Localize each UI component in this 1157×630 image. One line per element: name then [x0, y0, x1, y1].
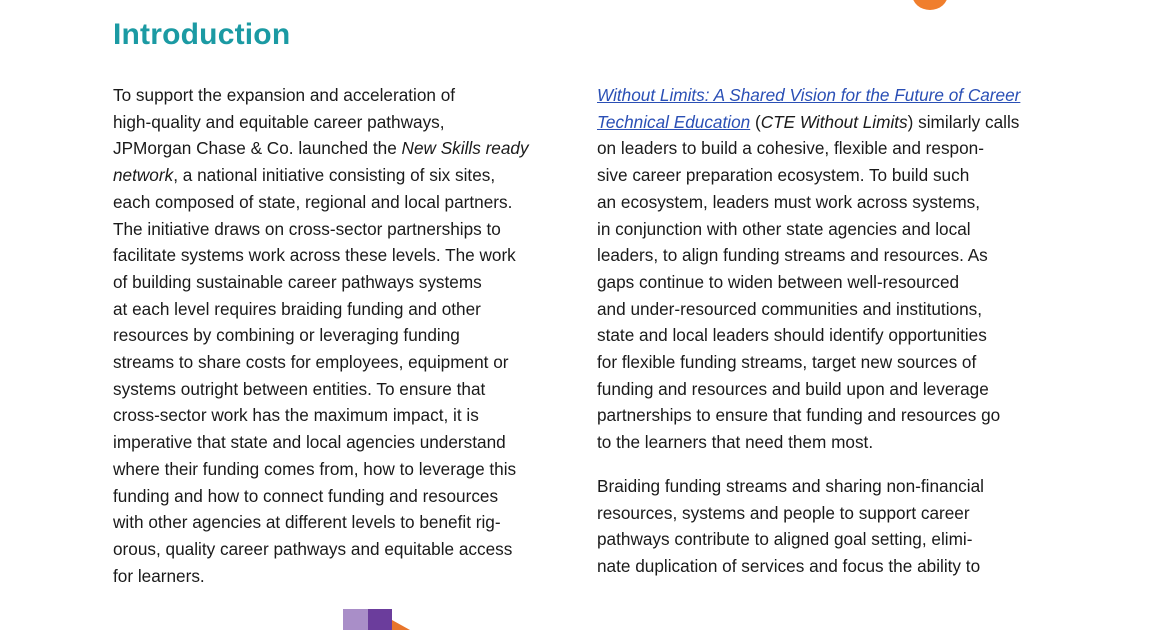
text-line: [113, 162, 553, 189]
text-line: [113, 509, 553, 536]
orange-dot-decoration: [912, 0, 948, 10]
body-text: facilitate systems work across these levels. The work: [113, 245, 516, 266]
text-line: [113, 349, 553, 376]
body-text: state and local leaders should identify opportunities: [597, 325, 987, 346]
text-line: [597, 162, 1037, 189]
body-text: funding and resources and build upon and leverage: [597, 378, 989, 399]
body-text: imperative that state and local agencies understand: [113, 432, 506, 453]
text-line: [113, 269, 553, 296]
text-line: [113, 483, 553, 510]
body-text: partnerships to ensure that funding and resources go: [597, 405, 1001, 426]
text-line: [113, 536, 553, 563]
right-column: [597, 82, 1037, 580]
text-line: [113, 296, 553, 323]
body-text: in conjunction with other state agencies and local: [597, 218, 971, 239]
body-text: high-quality and equitable career pathways,: [113, 111, 445, 132]
text-line: [597, 473, 1037, 500]
text-line: [597, 429, 1037, 456]
light-purple-block-decoration: [343, 609, 368, 630]
text-line: [597, 135, 1037, 162]
text-line: [597, 82, 1037, 109]
paragraph-gap: [597, 456, 1037, 473]
italic-text: CTE Without Limits: [760, 111, 908, 132]
page-title: Introduction: [113, 18, 291, 51]
body-text: gaps continue to widen between well-resourced: [597, 271, 960, 292]
text-line: [113, 135, 553, 162]
body-text: (: [750, 111, 761, 132]
left-column: [113, 82, 553, 589]
italic-text: New Skills ready: [401, 138, 529, 159]
text-line: [113, 216, 553, 243]
text-line: [597, 322, 1037, 349]
text-line: [597, 376, 1037, 403]
text-line: [113, 563, 553, 590]
body-text: Braiding funding streams and sharing non-financial: [597, 475, 984, 496]
text-line: [113, 109, 553, 136]
text-line: [113, 189, 553, 216]
italic-text: network: [113, 165, 174, 186]
body-text: where their funding comes from, how to leverage this: [113, 458, 517, 479]
body-text: systems outright between entities. To ensure that: [113, 378, 486, 399]
text-line: [597, 349, 1037, 376]
text-line: [597, 402, 1037, 429]
body-text: nate duplication of services and focus the ability to: [597, 555, 981, 576]
text-line: [597, 109, 1037, 136]
text-line: [113, 429, 553, 456]
body-text: streams to share costs for employees, equipment or: [113, 352, 509, 373]
text-line: [113, 322, 553, 349]
body-text: resources by combining or leveraging funding: [113, 325, 460, 346]
body-text: at each level requires braiding funding and other: [113, 298, 481, 319]
body-text: resources, systems and people to support career: [597, 502, 970, 523]
body-text: The initiative draws on cross-sector partnerships to: [113, 218, 501, 239]
body-text: leaders, to align funding streams and resources. As: [597, 245, 988, 266]
body-text: for learners.: [113, 565, 205, 586]
report-title-link[interactable]: Technical Education: [597, 111, 751, 132]
body-text: , a national initiative consisting of six sites,: [173, 165, 496, 186]
body-text: for flexible funding streams, target new sources of: [597, 352, 977, 373]
body-text: and under-resourced communities and institutions,: [597, 298, 983, 319]
body-text: of building sustainable career pathways systems: [113, 271, 482, 292]
body-text: to the learners that need them most.: [597, 432, 874, 453]
text-line: [597, 553, 1037, 580]
text-line: [597, 269, 1037, 296]
text-line: [597, 189, 1037, 216]
body-text: JPMorgan Chase & Co. launched the: [113, 138, 402, 159]
text-line: [597, 216, 1037, 243]
body-text: each composed of state, regional and local partners.: [113, 191, 513, 212]
text-line: [113, 402, 553, 429]
text-line: [597, 526, 1037, 553]
text-line: [113, 376, 553, 403]
body-text: orous, quality career pathways and equitable access: [113, 538, 513, 559]
body-text: To support the expansion and acceleration of: [113, 85, 456, 105]
body-text: sive career preparation ecosystem. To build such: [597, 165, 970, 186]
body-text: an ecosystem, leaders must work across systems,: [597, 191, 981, 212]
text-line: [113, 456, 553, 483]
text-line: [597, 500, 1037, 527]
text-line: [597, 296, 1037, 323]
text-line: [113, 242, 553, 269]
body-text: pathways contribute to aligned goal setting, elimi-: [597, 529, 973, 550]
body-text: on leaders to build a cohesive, flexible and respon-: [597, 138, 984, 159]
text-line: [113, 82, 553, 109]
text-line: [597, 242, 1037, 269]
dark-purple-block-decoration: [368, 609, 392, 630]
report-title-link[interactable]: Without Limits: A Shared Vision for the Future of Career: [597, 85, 1021, 105]
body-text: funding and how to connect funding and resources: [113, 485, 499, 506]
orange-shape-decoration: [392, 620, 410, 630]
body-text: cross-sector work has the maximum impact, it is: [113, 405, 479, 426]
body-text: with other agencies at different levels to benefit rig-: [113, 512, 501, 533]
body-text: ) similarly calls: [907, 111, 1020, 132]
